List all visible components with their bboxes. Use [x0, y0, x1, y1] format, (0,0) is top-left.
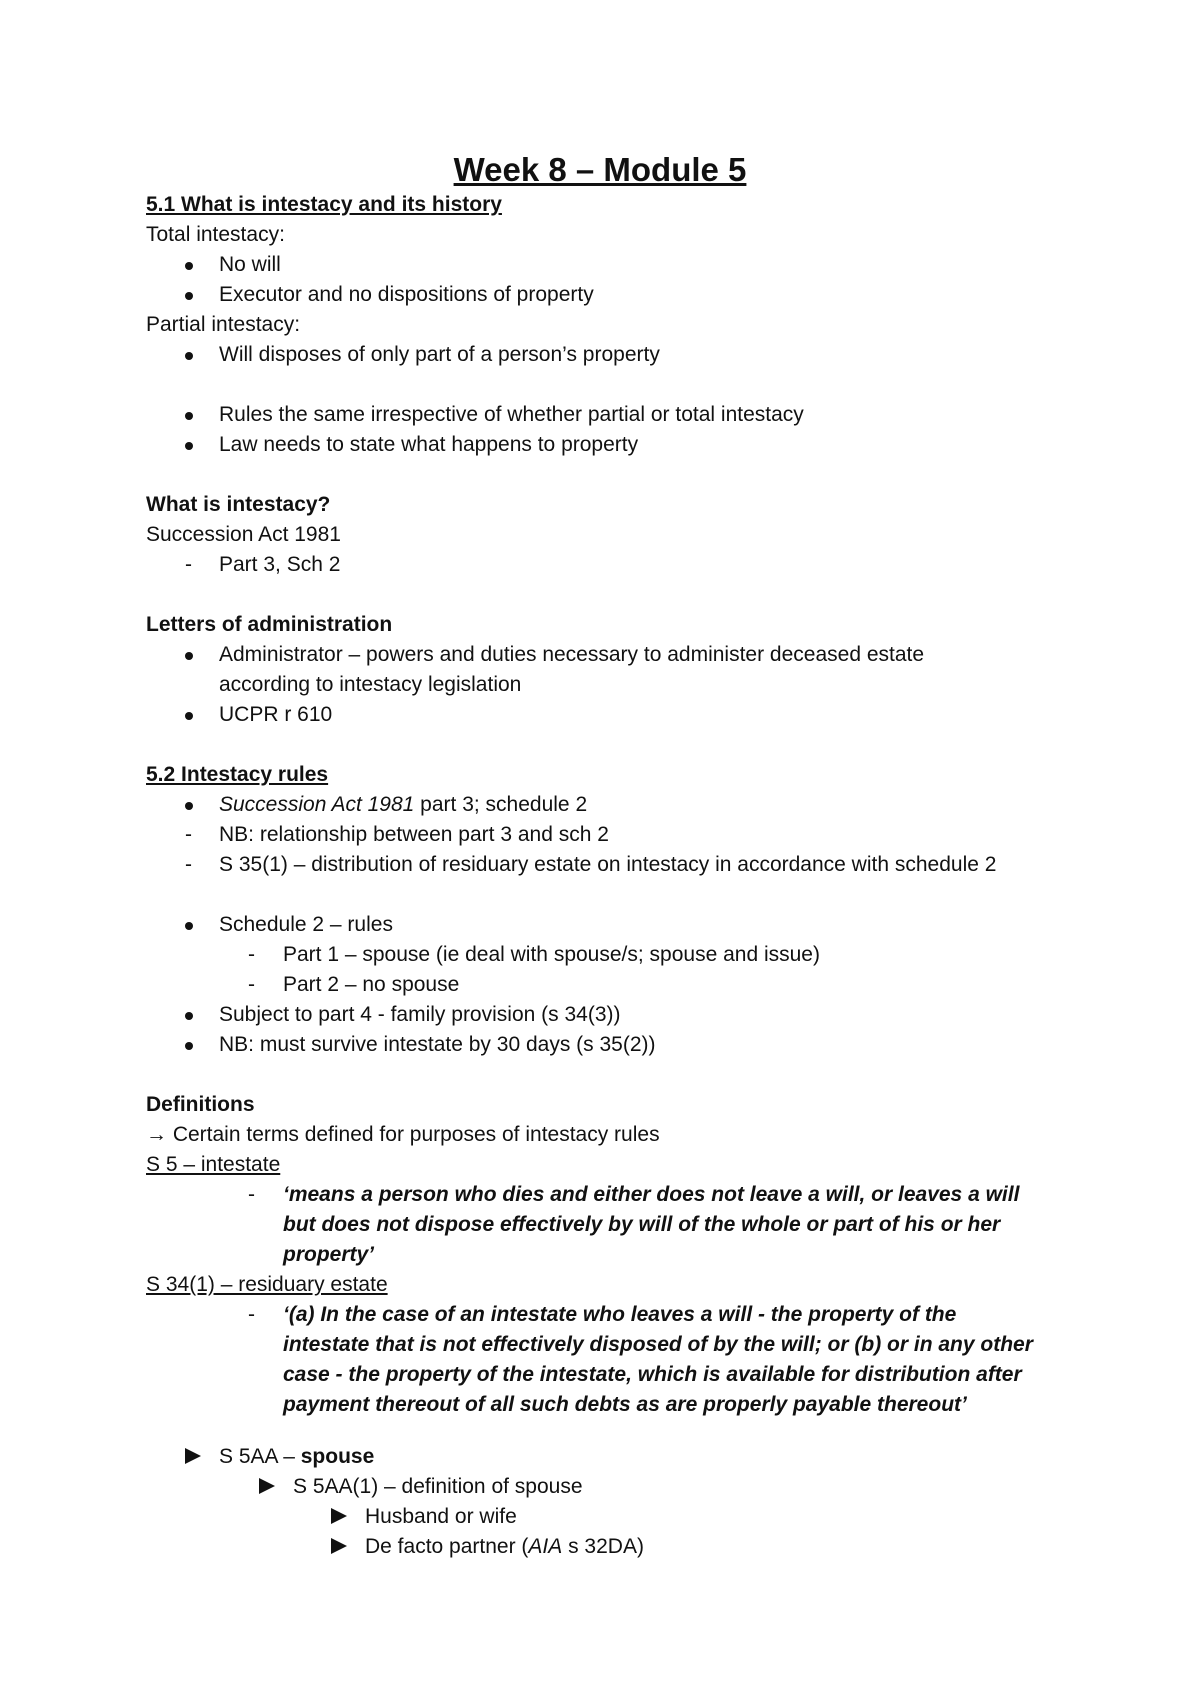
list-item: NB: must survive intestate by 30 days (s 35(2)) — [219, 1033, 656, 1056]
list-item: Will disposes of only part of a person’s property — [219, 343, 660, 366]
list-item: UCPR r 610 — [219, 703, 333, 726]
bullet-icon — [185, 292, 193, 300]
sub-list-item — [365, 1532, 644, 1561]
act-name: Succession Act 1981 — [146, 523, 341, 546]
defacto-italic: AIA — [528, 1535, 563, 1558]
quote-line: ‘(a) In the case of an intestate who leaves a will - the property of the — [283, 1303, 957, 1326]
bullet-icon — [185, 922, 193, 930]
arrow-right-icon: → — [146, 1123, 167, 1146]
quote-line: ‘means a person who dies and either does not leave a will, or leaves a will — [283, 1183, 1020, 1206]
bullet-icon — [185, 1012, 193, 1020]
triangle-bullet-icon — [259, 1478, 275, 1494]
triangle-bullet-icon — [331, 1508, 347, 1524]
spouse-bold: spouse — [300, 1445, 375, 1468]
total-intestacy-label: Total intestacy: — [146, 223, 285, 246]
bullet-icon — [185, 412, 193, 420]
section-heading-5-1: 5.1 What is intestacy and its history — [146, 193, 502, 216]
s5-heading: S 5 – intestate — [146, 1153, 281, 1176]
list-item — [219, 790, 587, 819]
quote-line: property’ — [283, 1243, 375, 1266]
definitions-intro — [146, 1120, 660, 1149]
list-item: Subject to part 4 - family provision (s 34(3)) — [219, 1003, 621, 1026]
dash-marker: - — [185, 823, 192, 846]
quote-line: payment thereout of all such debts as are properly payable thereout’ — [283, 1393, 967, 1416]
bullet-icon — [185, 1042, 193, 1050]
defacto-pre: De facto partner ( — [365, 1535, 529, 1558]
dash-marker: - — [185, 853, 192, 876]
list-item: No will — [219, 253, 281, 276]
list-item-continuation: according to intestacy legislation — [219, 673, 522, 696]
dash-marker: - — [248, 1183, 255, 1206]
sub-list-item: Part 1 – spouse (ie deal with spouse/s; spouse and issue) — [283, 943, 820, 966]
sub-list-item: Part 2 – no spouse — [283, 973, 460, 996]
spouse-prefix: S 5AA – — [219, 1445, 301, 1468]
list-item: NB: relationship between part 3 and sch 2 — [219, 823, 609, 846]
s34-heading: S 34(1) – residuary estate — [146, 1273, 388, 1296]
definitions-intro-text: Certain terms defined for purposes of intestacy rules — [167, 1123, 660, 1146]
dash-marker: - — [248, 943, 255, 966]
bullet-icon — [185, 442, 193, 450]
bullet-icon — [185, 262, 193, 270]
dash-marker: - — [248, 973, 255, 996]
act-rest: part 3; schedule 2 — [414, 793, 588, 816]
list-item: Schedule 2 – rules — [219, 913, 393, 936]
bullet-icon — [185, 352, 193, 360]
subheading-letters-of-administration: Letters of administration — [146, 613, 393, 636]
bullet-icon — [185, 712, 193, 720]
defacto-post: s 32DA) — [562, 1535, 644, 1558]
spouse-definition: S 5AA(1) – definition of spouse — [293, 1475, 583, 1498]
list-item: Rules the same irrespective of whether partial or total intestacy — [219, 403, 804, 426]
triangle-bullet-icon — [331, 1538, 347, 1554]
section-heading-5-2: 5.2 Intestacy rules — [146, 763, 329, 786]
subheading-what-is-intestacy: What is intestacy? — [146, 493, 331, 516]
list-item: Part 3, Sch 2 — [219, 553, 341, 576]
list-item: Law needs to state what happens to property — [219, 433, 639, 456]
subheading-definitions: Definitions — [146, 1093, 255, 1116]
dash-marker: - — [248, 1303, 255, 1326]
triangle-bullet-icon — [185, 1448, 201, 1464]
act-italic: Succession Act 1981 — [219, 793, 415, 816]
bullet-icon — [185, 802, 193, 810]
quote-line: but does not dispose effectively by will of the whole or part of his or her — [283, 1213, 1001, 1236]
quote-line: intestate that is not effectively disposed of by the will; or (b) or in any other — [283, 1333, 1033, 1356]
list-item: Executor and no dispositions of property — [219, 283, 594, 306]
page-title: Week 8 – Module 5 — [453, 151, 747, 188]
bullet-icon — [185, 652, 193, 660]
partial-intestacy-label: Partial intestacy: — [146, 313, 301, 336]
sub-list-item: Husband or wife — [365, 1505, 517, 1528]
quote-line: case - the property of the intestate, which is available for distribution after — [283, 1363, 1022, 1386]
list-item: S 35(1) – distribution of residuary estate on intestacy in accordance with schedule 2 — [219, 853, 997, 876]
spouse-item — [219, 1442, 374, 1471]
dash-marker: - — [185, 553, 192, 576]
list-item: Administrator – powers and duties necessary to administer deceased estate — [219, 643, 925, 666]
